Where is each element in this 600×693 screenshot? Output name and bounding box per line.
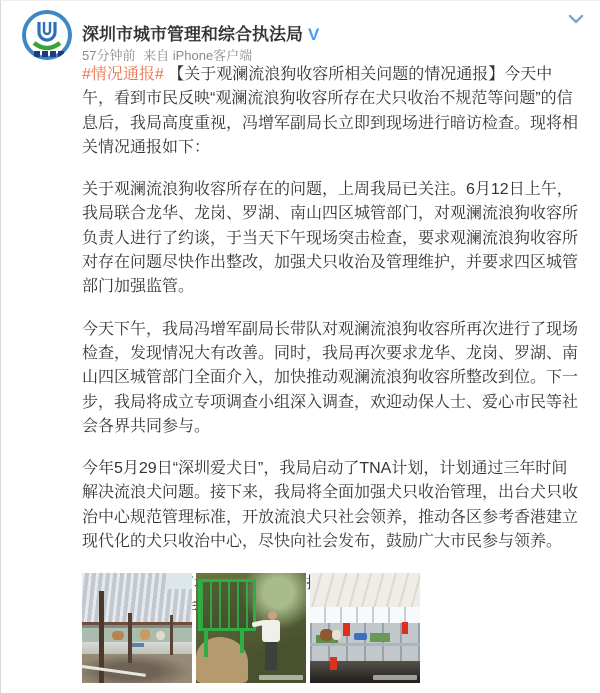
post-paragraph-4: 今年5月29日“深圳爱犬日”，我局启动了TNA计划，计划通过三年时间解决流浪犬问题。接下来，我局将全面加强犬只收治管理，出台犬只收治中心规范管理标准，开放流浪犬只社会领养，推动各区参考香港建立现代化的犬只收治中心，尽快向社会发布，鼓励广大市民参与领养。 [82, 460, 579, 551]
post-meta [82, 45, 252, 64]
photo-turf-shape [370, 633, 390, 642]
photo-ceiling-shape [310, 573, 420, 607]
photo-red-tag-shape [330, 657, 337, 670]
post-body [82, 63, 578, 645]
photo-rail-shape [310, 643, 420, 646]
photo-red-tag-shape [402, 622, 408, 634]
photo-dog-shape [112, 631, 124, 640]
post-photo-outdoor-shelter[interactable] [82, 573, 192, 683]
photo-red-tag-shape [343, 623, 350, 636]
post-menu-button[interactable] [568, 12, 584, 24]
chevron-down-icon [568, 13, 584, 25]
photo-watermark [259, 675, 303, 680]
post-photo-green-cages[interactable] [196, 573, 306, 683]
photo-cage-leg-shape [240, 631, 244, 653]
post-photo-grid [82, 573, 420, 683]
avatar[interactable] [22, 10, 72, 60]
photo-cage-leg-shape [204, 631, 208, 657]
photo-watermark [373, 675, 417, 680]
post-paragraph-3: 今天下午，我局冯增军副局长带队对观澜流浪狗收容所再次进行了现场检查，发现情况大有改善。同时，我局再次要求龙华、龙岗、罗湖、南山四区城管部门全面介入，加快推动观澜流浪狗收容所整改到位。下一步，我局将成立专项调查小组深入调查，欢迎动保人士、爱心市民等社会各界共同参与。 [82, 320, 579, 435]
post-paragraph-2: 关于观澜流浪狗收容所存在的问题，上周我局已关注。6月12日上午，我局联合龙华、龙岗、罗湖、南山四区城管部门，对观澜流浪狗收容所负责人进行了约谈，于当天下午现场突击检查，要求观澜流浪狗收容所对存在问题尽快作出整改，加强犬只收治及管理维护，并要求四区城管部门加强监管。 [82, 181, 579, 296]
photo-dog-shape [140, 629, 150, 640]
post-source: 来自 iPhone客户端 [143, 48, 253, 63]
photo-dog-shape [332, 630, 341, 640]
photo-cage-shape [198, 579, 256, 631]
post-photo-indoor-kennels[interactable] [310, 573, 420, 683]
account-name[interactable]: 深圳市城市管理和综合执法局 [82, 25, 303, 44]
post-timestamp[interactable]: 57分钟前 [82, 48, 136, 63]
photo-post-shape [128, 613, 132, 663]
photo-post-shape [170, 615, 173, 655]
photo-basin-shape [354, 633, 367, 640]
paragraph-1-text: 【关于观澜流浪狗收容所相关问题的情况通报】今天中午，看到市民反映“观澜流浪狗收容所存在犬只收治不规范等问题”的信息后，我局高度重视，冯增军副局长立即到现场进行暗访检查。现将相关情况通报如下： [82, 66, 579, 156]
topic-hashtag-link[interactable]: #情况通报# [82, 66, 164, 83]
photo-person-legs-shape [265, 642, 277, 670]
photo-window-shape [310, 607, 420, 623]
post-paragraph-1 [82, 63, 578, 160]
photo-dog-shape [156, 631, 165, 640]
photo-mat-shape [130, 643, 144, 647]
photo-sky-shape [166, 573, 192, 589]
photo-person-head-shape [268, 611, 277, 620]
verified-badge: V [308, 25, 320, 44]
bureau-logo-icon [22, 10, 72, 60]
account-name-row [82, 20, 319, 45]
